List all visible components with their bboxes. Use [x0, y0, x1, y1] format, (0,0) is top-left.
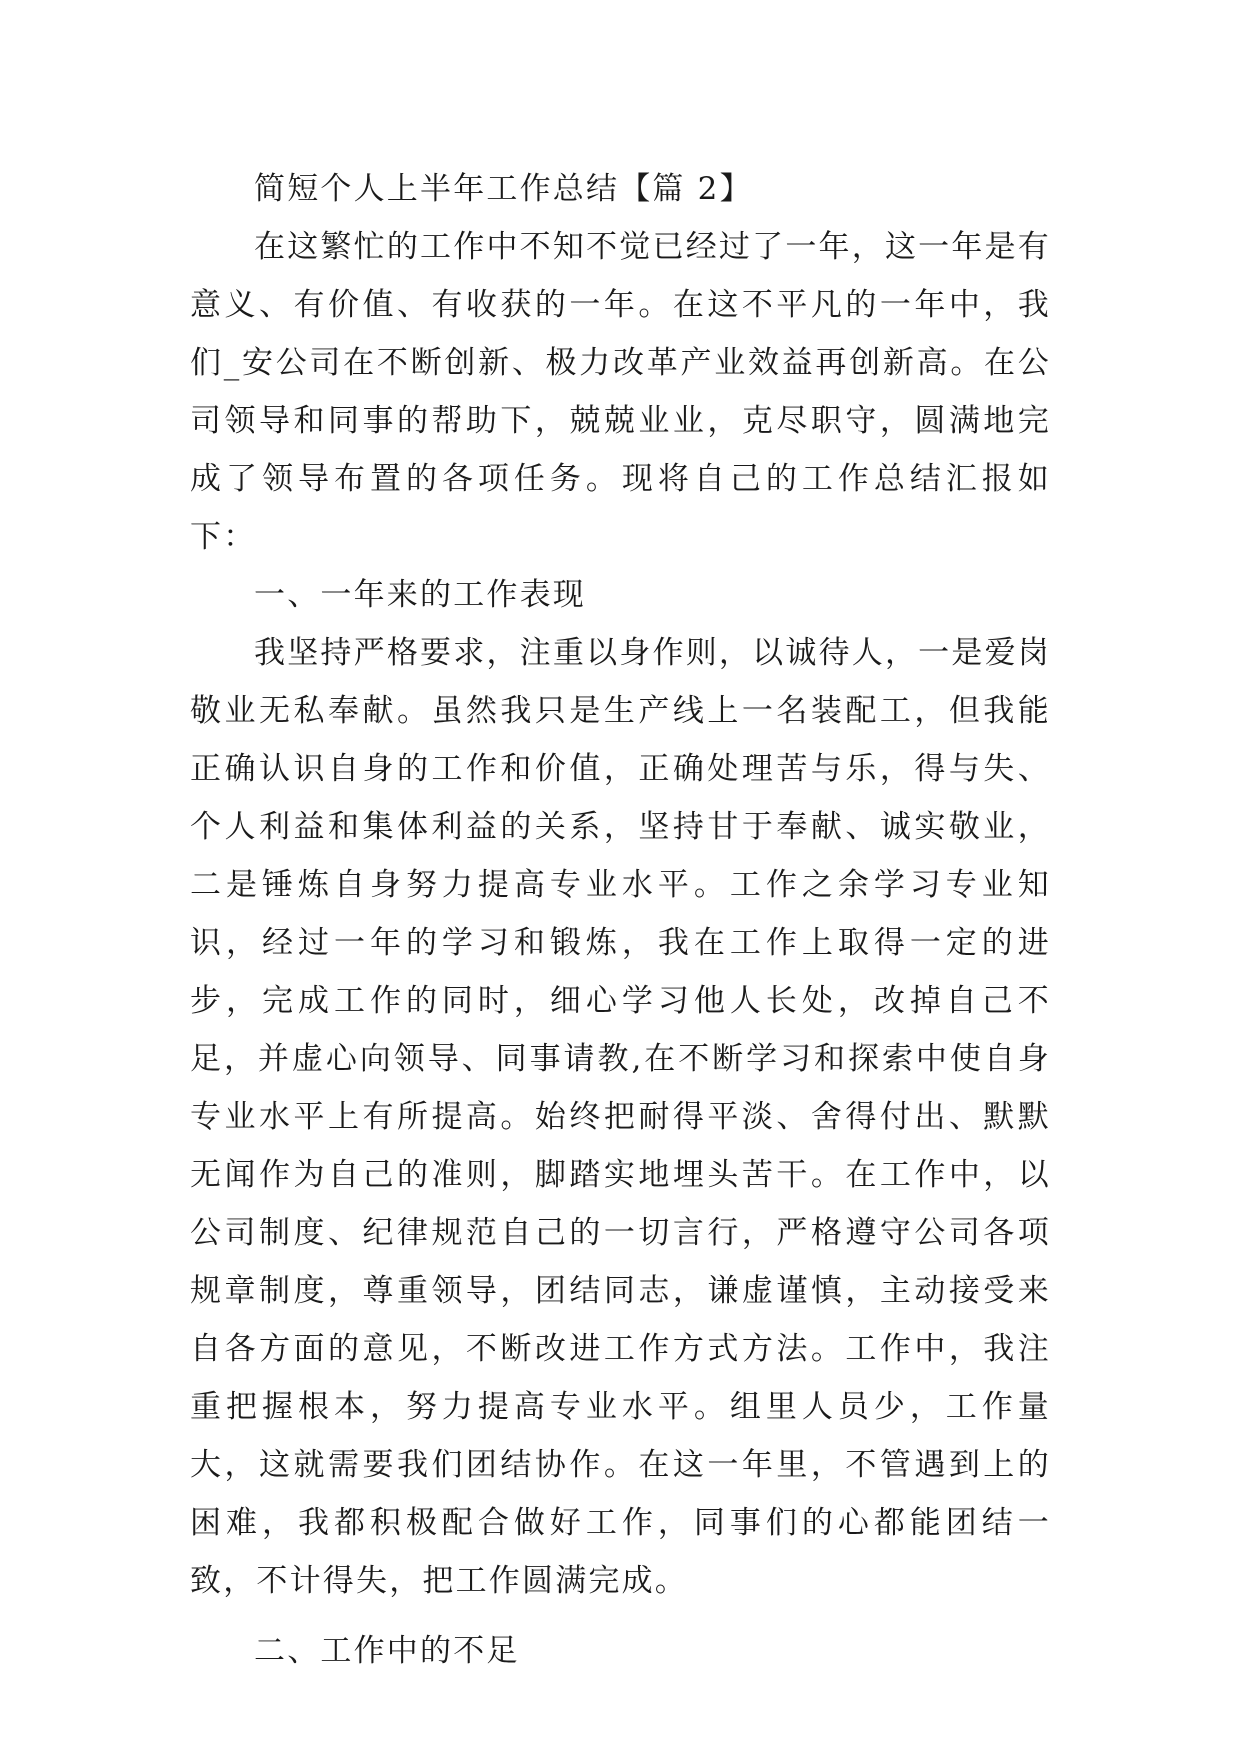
intro-paragraph: 在这繁忙的工作中不知不觉已经过了一年，这一年是有意义、有价值、有收获的一年。在这不平凡的一年中，我们_安公司在不断创新、极力改革产业效益再创新高。在公司领导和同事的帮助下，兢兢业业，克尽职守，圆满地完成了领导布置的各项任务。现将自己的工作总结汇报如下： [190, 229, 1051, 555]
section-1-body: 我坚持严格要求，注重以身作则，以诚待人，一是爱岗敬业无私奉献。虽然我只是生产线上一名装配工，但我能正确认识自身的工作和价值，正确处理苦与乐，得与失、个人利益和集体利益的关系，坚持甘于奉献、诚实敬业，二是锤炼自身努力提高专业水平。工作之余学习专业知识，经过一年的学习和锻炼，我在工作上取得一定的进步，完成工作的同时，细心学习他人长处，改掉自己不足，并虚心向领导、同事请教,在不断学习和探索中使自身专业水平上有所提高。始终把耐得平淡、舍得付出、默默无闻作为自己的准则，脚踏实地埋头苦干。在工作中，以公司制度、纪律规范自己的一切言行，严格遵守公司各项规章制度，尊重领导，团结同志，谦虚谨慎，主动接受来自各方面的意见，不断改进工作方式方法。工作中，我注重把握根本，努力提高专业水平。组里人员少，工作量大，这就需要我们团结协作。在这一年里，不管遇到上的困难，我都积极配合做好工作，同事们的心都能团结一致，不计得失，把工作圆满完成。 [190, 635, 1051, 1599]
section-1-heading: 一、一年来的工作表现 [254, 577, 586, 613]
section-2-heading: 二、工作中的不足 [254, 1633, 520, 1669]
document-title: 简短个人上半年工作总结【篇 2】 [254, 171, 753, 207]
